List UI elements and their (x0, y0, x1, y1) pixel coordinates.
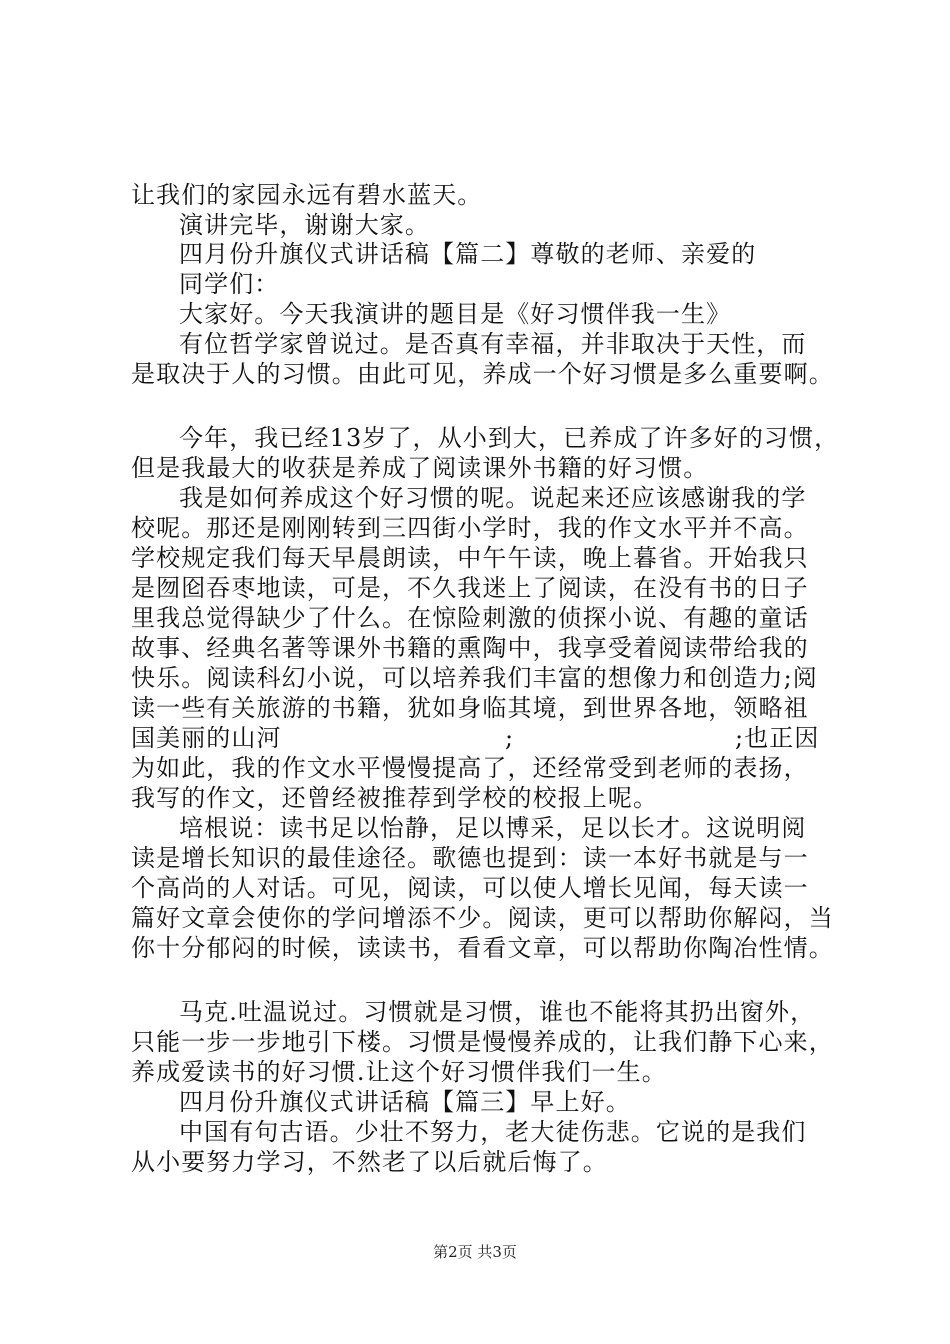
text-line: 学校规定我们每天早晨朗读，中午午读，晚上暮省。开始我只 (131, 544, 809, 572)
text-fragment: ; (505, 724, 515, 752)
text-line: 个高尚的人对话。可见，阅读，可以使人增长见闻，每天读一 (131, 874, 809, 902)
text-line: 是取决于人的习惯。由此可见，养成一个好习惯是多么重要啊。 (131, 360, 834, 388)
text-line: 我写的作文，还曾经被推荐到学校的校报上呢。 (131, 784, 659, 812)
text-line: 篇好文章会使你的学问增添不少。阅读，更可以帮助你解闷，当 (131, 904, 834, 932)
text-line: 为如此，我的作文水平慢慢提高了，还经常受到老师的表扬， (131, 754, 809, 782)
text-line: 读一些有关旅游的书籍，犹如身临其境，到世界各地，领略祖 (131, 694, 809, 722)
text-line: 让我们的家园永远有碧水蓝天。 (131, 181, 483, 209)
section-heading: 四月份升旗仪式讲话稿【篇二】尊敬的老师、亲爱的 (179, 240, 757, 268)
text-line: 马克.吐温说过。习惯就是习惯，谁也不能将其扔出窗外， (179, 998, 816, 1026)
text-line: 里我总觉得缺少了什么。在惊险刺激的侦探小说、有趣的童话 (131, 604, 809, 632)
text-line: 从小要努力学习，不然老了以后就后悔了。 (131, 1148, 608, 1176)
section-heading: 四月份升旗仪式讲话稿【篇三】早上好。 (179, 1088, 631, 1116)
text-line: 同学们： (179, 270, 280, 298)
text-line: 是囫囵吞枣地读，可是，不久我迷上了阅读，在没有书的日子 (131, 574, 809, 602)
text-line: 我是如何养成这个好习惯的呢。说起来还应该感谢我的学 (179, 484, 807, 512)
text-line: 故事、经典名著等课外书籍的熏陶中，我享受着阅读带给我的 (131, 634, 809, 662)
text-line: 养成爱读书的好习惯.让这个好习惯伴我们一生。 (131, 1058, 667, 1086)
text-line: 演讲完毕，谢谢大家。 (179, 211, 430, 239)
text-line: 有位哲学家曾说过。是否真有幸福，并非取决于天性，而 (179, 330, 807, 358)
page-number-footer: 第2页 共3页 (433, 1243, 517, 1261)
text-line: 你十分郁闷的时候，读读书，看看文章，可以帮助你陶冶性情。 (131, 934, 834, 962)
text-line: 培根说：读书足以怡静，足以博采，足以长才。这说明阅 (179, 814, 807, 842)
text-line: 校呢。那还是刚刚转到三四街小学时，我的作文水平并不高。 (131, 514, 809, 542)
text-line: 但是我最大的收获是养成了阅读课外书籍的好习惯。 (131, 454, 709, 482)
text-line: 读是增长知识的最佳途径。歌德也提到：读一本好书就是与一 (131, 844, 809, 872)
text-line: 只能一步一步地引下楼。习惯是慢慢养成的，让我们静下心来， (131, 1028, 834, 1056)
text-line: 大家好。今天我演讲的题目是《好习惯伴我一生》 (179, 300, 732, 328)
text-line: 中国有句古语。少壮不努力，老大徒伤悲。它说的是我们 (179, 1118, 807, 1146)
text-line: 今年，我已经13岁了，从小到大，已养成了许多好的习惯， (179, 424, 840, 452)
text-fragment: ;也正因 (735, 724, 820, 752)
text-line: 国美丽的山河 (131, 724, 282, 752)
text-line: 快乐。阅读科幻小说，可以培养我们丰富的想像力和创造力;阅 (131, 664, 818, 692)
